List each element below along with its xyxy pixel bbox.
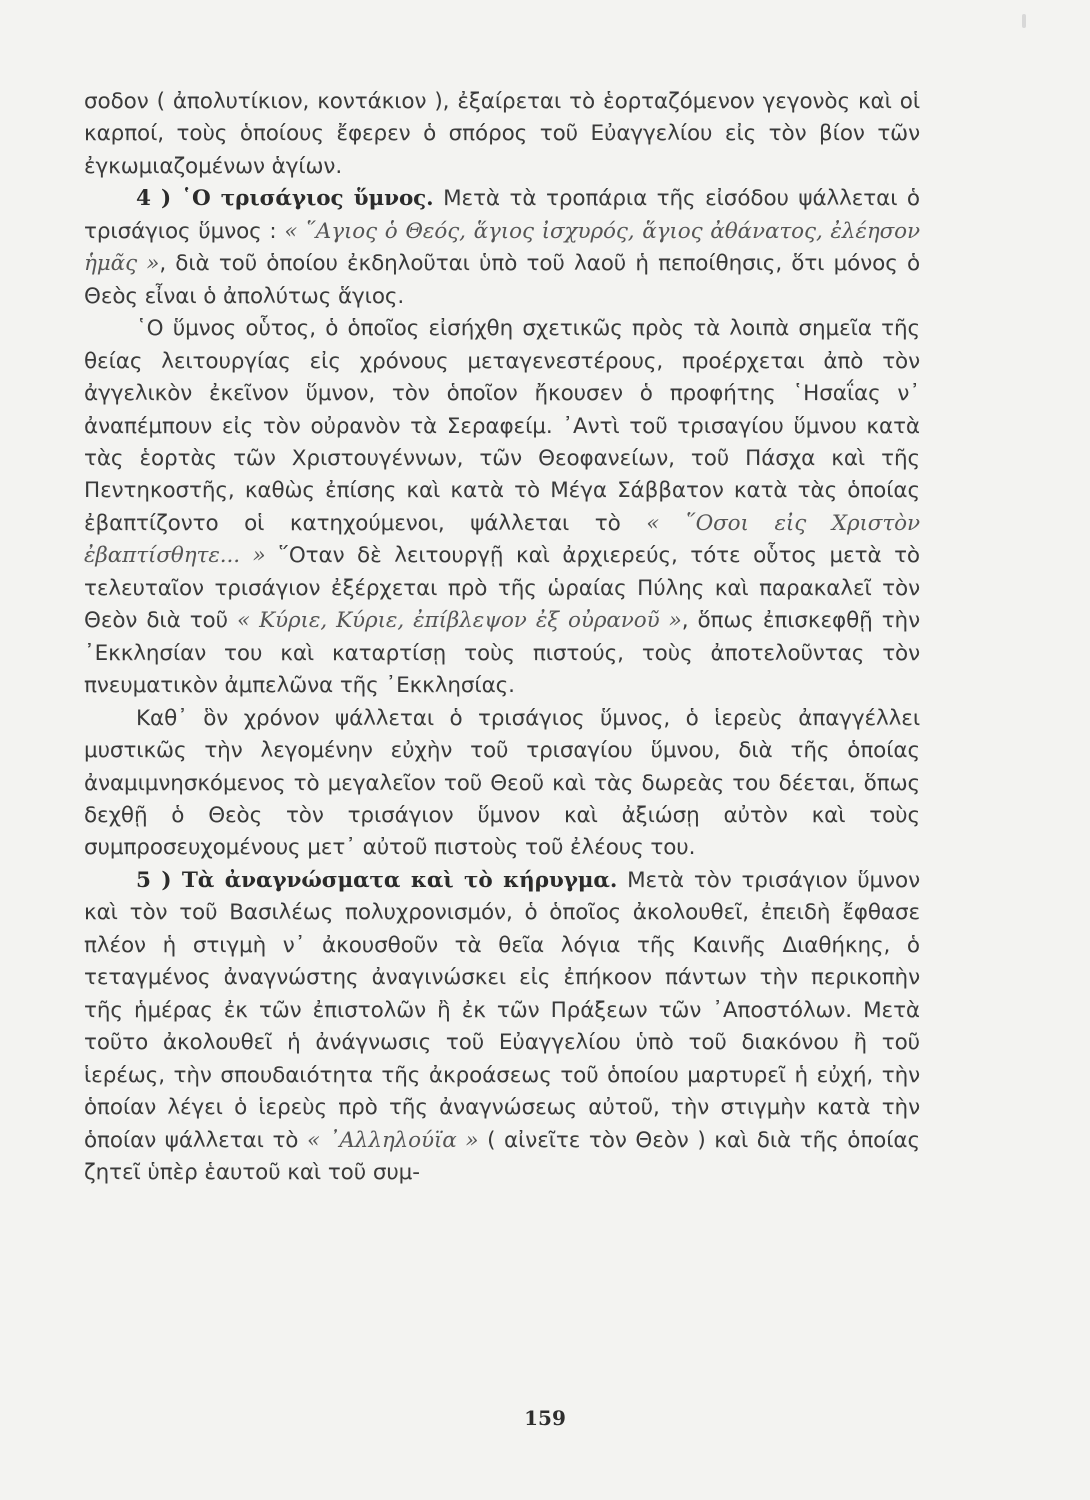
page-body [84, 86, 920, 1189]
paragraph-2-text-b: , διὰ τοῦ ὁποίου ἐκδηλοῦται ὑπὸ τοῦ λαοῦ ἡ πεποίθησις, ὅτι μόνος ὁ Θεὸς εἶναι ὁ ἀπολύτως ἅγιος. [84, 251, 920, 309]
paragraph-2-text-a: Μετὰ τὰ τροπάρια τῆς εἰσόδου ψάλλεται ὁ τρισάγιος ὕμνος : [84, 186, 920, 244]
paragraph-3-text-b: ῞Οταν δὲ λειτουργῇ καὶ ἀρχιερεύς, τότε οὗτος μετὰ τὸ τελευταῖον τρισάγιον ἐξέρχεται πρὸ τῆς ὡραίας Πύλης καὶ παρακαλεῖ τὸν Θεὸν διὰ τοῦ [84, 543, 920, 634]
paragraph-2 [84, 183, 920, 313]
section-heading-4: 4 ) ῾Ο τρισάγιος ὕμνος. [136, 186, 434, 212]
paragraph-5 [84, 865, 920, 1190]
baptism-hymn-quote: « ῞Οσοι εἰς Χριστὸν ἐβαπτίσθητε... » [84, 510, 920, 569]
paragraph-5-text-b: ( αἰνεῖτε τὸν Θεὸν ) καὶ διὰ τῆς ὁποίας ζητεῖ ὑπὲρ ἑαυτοῦ καὶ τοῦ συμ- [84, 1127, 921, 1185]
paragraph-1: σοδον ( ἀπολυτίκιον, κοντάκιον ), ἐξαίρεται τὸ ἑορταζόμενον γεγονὸς καὶ οἱ καρποί, τοὺς ὁποίους ἔφερεν ὁ σπόρος τοῦ Εὐαγγελίου εἰς τὸν βίον τῶν ἐγκωμιαζομένων ἁγίων. [84, 89, 920, 179]
section-heading-5: 5 ) Τὰ ἀναγνώσματα καὶ τὸ κήρυγμα. [136, 867, 618, 893]
paragraph-3-text-c: , ὅπως ἐπισκεφθῇ τὴν ᾽Εκκλησίαν του καὶ καταρτίσῃ τοὺς πιστούς, τοὺς ἀποτελοῦντας τὸν πνευματικὸν ἀμπελῶνα τῆς ᾽Εκκλησίας. [84, 608, 920, 699]
alleluia-quote: « ᾽Αλληλούϊα » [307, 1127, 479, 1153]
paragraph-3 [84, 313, 920, 702]
trisagion-quote: « ῞Αγιος ὁ Θεός, ἅγιος ἰσχυρός, ἅγιος ἀθάνατος, ἐλέησον ἡμᾶς » [84, 218, 920, 277]
scan-speck [1022, 14, 1026, 28]
paragraph-5-text-a: Μετὰ τὸν τρισάγιον ὕμνον καὶ τὸν τοῦ Βασιλέως πολυχρονισμόν, ὁ ὁποῖος ἀκολουθεῖ, ἐπειδὴ ἔφθασε πλέον ἡ στιγμὴ ν᾽ ἀκουσθοῦν τὰ θεῖα λόγια τῆς Καινῆς Διαθήκης, ὁ τεταγμένος ἀναγνώστης ἀναγινώσκει εἰς ἐπήκοον πάντων τὴν περικοπὴν τῆς ἡμέρας ἐκ τῶν ἐπιστολῶν ἢ ἐκ τῶν Πράξεων τῶν ᾽Αποστόλων. Μετὰ τοῦτο ἀκολουθεῖ ἡ ἀνάγνωσις τοῦ Εὐαγγελίου ὑπὸ τοῦ διακόνου ἢ τοῦ ἱερέως, τὴν σπουδαιότητα τῆς ἀκροάσεως τοῦ ὁποίου μαρτυρεῖ ἡ εὐχή, τὴν ὁποίαν λέγει ὁ ἱερεὺς πρὸ τῆς ἀναγνώσεως αὐτοῦ, τὴν στιγμὴν κατὰ τὴν ὁποίαν ψάλλεται τὸ [84, 867, 921, 1153]
page-number: 159 [524, 1406, 566, 1430]
kyrie-quote: « Κύριε, Κύριε, ἐπίβλεψον ἐξ οὐρανοῦ » [236, 608, 682, 634]
paragraph-3-text-a: ῾Ο ὕμνος οὗτος, ὁ ὁποῖος εἰσήχθη σχετικῶς πρὸς τὰ λοιπὰ σημεῖα τῆς θείας λειτουργίας εἰς χρόνους μεταγενεστέρους, προέρχεται ἀπὸ τὸν ἀγγελικὸν ἐκεῖνον ὕμνον, τὸν ὁποῖον ἤκουσεν ὁ προφήτης ῾Ησαΐας ν᾽ ἀναπέμπουν εἰς τὸν οὐρανὸν τὰ Σεραφείμ. ᾽Αντὶ τοῦ τρισαγίου ὕμνου κατὰ τὰς ἑορτὰς τῶν Χριστουγέννων, τῶν Θεοφανείων, τοῦ Πάσχα καὶ τῆς Πεντηκοστῆς, καθὼς ἐπίσης καὶ κατὰ τὸ Μέγα Σάββατον κατὰ τὰς ὁποίας ἐβαπτίζοντο οἱ κατηχούμενοι, ψάλλεται τὸ [84, 316, 920, 536]
paragraph-4: Καθ᾽ ὃν χρόνον ψάλλεται ὁ τρισάγιος ὕμνος, ὁ ἱερεὺς ἀπαγγέλλει μυστικῶς τὴν λεγομένην εὐχὴν τοῦ τρισαγίου ὕμνου, διὰ τῆς ὁποίας ἀναμιμνησκόμενος τὸ μεγαλεῖον τοῦ Θεοῦ καὶ τὰς δωρεὰς του δέεται, ὅπως δεχθῇ ὁ Θεὸς τὸν τρισάγιον ὕμνον καὶ ἀξιώσῃ αὐτὸν καὶ τοὺς συμπροσευχομένους μετ᾽ αὐτοῦ πιστοὺς τοῦ ἐλέους του. [84, 705, 920, 861]
